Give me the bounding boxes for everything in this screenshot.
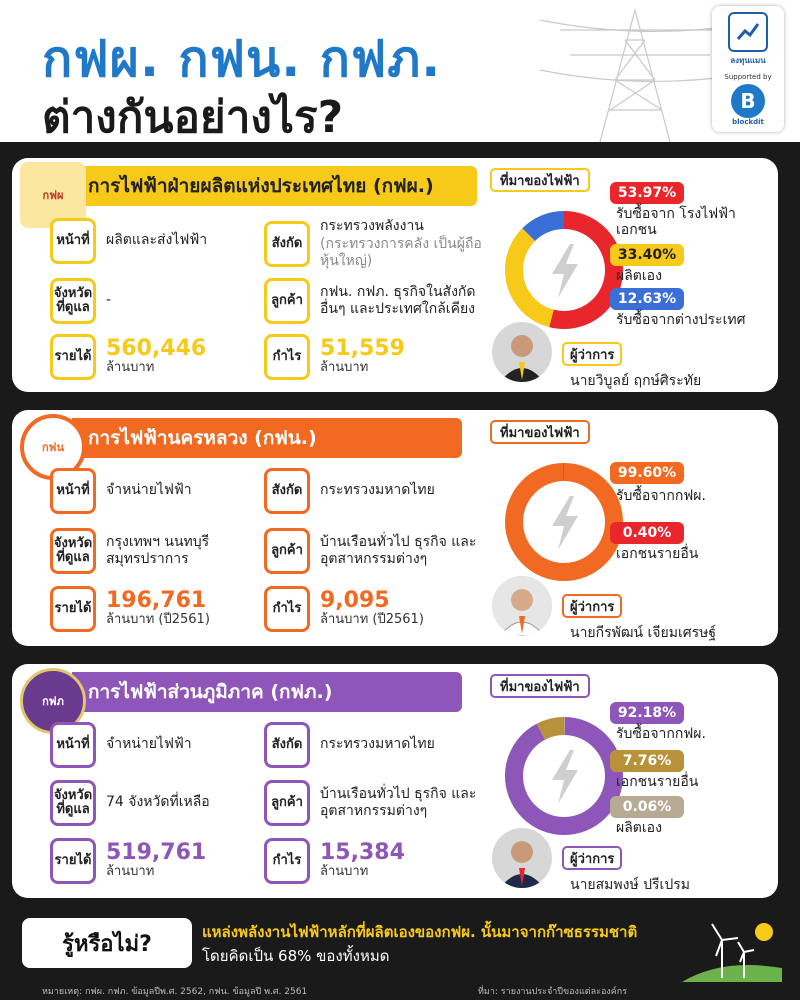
- mea-donut-chart: [500, 458, 628, 586]
- egat-donut-chart: [500, 206, 628, 334]
- header: [0, 0, 800, 142]
- egat-governor-label: ผู้ว่าการ: [562, 342, 622, 366]
- province-label: จังหวัด ที่ดูแล: [50, 278, 96, 324]
- pea-duty: จำหน่ายไฟฟ้า: [106, 736, 192, 753]
- egat-governor-name: นายวิบูลย์ ฤกษ์ศิระทัย: [570, 373, 702, 389]
- pea-panel: [12, 664, 778, 898]
- mea-customer-row: [264, 528, 490, 574]
- mea-province-row: [50, 528, 276, 574]
- mea-affiliation-row: [264, 468, 490, 514]
- pea-source-2-label: เอกชนรายอื่น: [616, 774, 699, 790]
- revenue-label: รายได้: [50, 334, 96, 380]
- province-label: จังหวัด ที่ดูแล: [50, 780, 96, 826]
- egat-source-2-label: ผลิตเอง: [616, 268, 662, 284]
- egat-source-label: ที่มาของไฟฟ้า: [490, 168, 590, 192]
- mea-revenue-row: [50, 586, 276, 632]
- pea-province: 74 จังหวัดที่เหลือ: [106, 794, 210, 811]
- customer-label: ลูกค้า: [264, 528, 310, 574]
- mea-source-2-pct: 0.40%: [610, 522, 684, 544]
- mea-duty-row: [50, 468, 276, 514]
- mea-source-1-pct: 99.60%: [610, 462, 684, 484]
- did-you-know-line1: แหล่งพลังงานไฟฟ้าหลักที่ผลิตเองของกฟผ. นั้นมาจากก๊าซธรรมชาติ: [202, 923, 638, 941]
- egat-duty-row: [50, 218, 276, 264]
- egat-profit: 51,559: [320, 335, 405, 361]
- blockdit-logo-icon: B: [731, 84, 765, 118]
- mea-revenue-unit: ล้านบาท (ปี2561): [106, 611, 210, 627]
- pea-customer-row: [264, 780, 490, 826]
- pea-profit: 15,384: [320, 839, 405, 865]
- egat-source-1-label: รับซื้อจาก โรงไฟฟ้าเอกชน: [616, 206, 736, 239]
- page-title: กฟผ. กฟน. กฟภ.: [42, 30, 442, 88]
- egat-source-3-label: รับซื้อจากต่างประเทศ: [616, 312, 746, 328]
- mea-logo-text: กฟน: [42, 441, 64, 454]
- pea-province-row: [50, 780, 276, 826]
- pea-affiliation: กระทรวงมหาดไทย: [320, 736, 435, 753]
- mea-title: การไฟฟ้านครหลวง (กฟน.): [72, 418, 462, 458]
- egat-profit-row: [264, 334, 490, 380]
- did-you-know-title: รู้หรือไม่?: [22, 918, 192, 968]
- duty-label: หน้าที่: [50, 722, 96, 768]
- profit-label: กำไร: [264, 334, 310, 380]
- egat-revenue-unit: ล้านบาท: [106, 359, 155, 375]
- duty-label: หน้าที่: [50, 468, 96, 514]
- egat-source-1-pct: 53.97%: [610, 182, 684, 204]
- pea-governor-name: นายสมพงษ์ ปรีเปรม: [570, 877, 690, 893]
- pea-revenue: 519,761: [106, 839, 207, 865]
- page-subtitle: ต่างกันอย่างไร?: [42, 82, 343, 142]
- pea-revenue-row: [50, 838, 276, 884]
- egat-customer-row: [264, 278, 490, 324]
- egat-revenue: 560,446: [106, 335, 207, 361]
- pea-duty-row: [50, 722, 276, 768]
- egat-affiliation: กระทรวงพลังงาน: [320, 218, 424, 234]
- mea-revenue: 196,761: [106, 587, 207, 613]
- egat-province: -: [106, 292, 112, 309]
- pea-source-1-label: รับซื้อจากกฟผ.: [616, 726, 706, 742]
- brand-card: [712, 6, 784, 132]
- mea-profit-unit: ล้านบาท (ปี2561): [320, 611, 424, 627]
- mea-profit: 9,095: [320, 587, 390, 613]
- mea-governor-avatar: [492, 576, 552, 636]
- affiliation-label: สังกัด: [264, 221, 310, 267]
- pea-lightning-icon: [552, 750, 578, 804]
- mea-source-1-label: รับซื้อจากกฟผ.: [616, 488, 706, 504]
- egat-affiliation-row: [264, 218, 490, 271]
- mea-governor-name: นายกีรพัฒน์ เจียมเศรษฐ์: [570, 625, 717, 641]
- pea-source-3-pct: 0.06%: [610, 796, 684, 818]
- pea-customer: บ้านเรือนทั่วไป ธุรกิจ และอุตสาหกรรมต่างๆ: [320, 785, 477, 819]
- mea-panel: [12, 410, 778, 646]
- mea-duty: จำหน่ายไฟฟ้า: [106, 482, 192, 499]
- pea-governor-label: ผู้ว่าการ: [562, 846, 622, 870]
- mea-affiliation: กระทรวงมหาดไทย: [320, 482, 435, 499]
- profit-label: กำไร: [264, 586, 310, 632]
- pea-source-1-pct: 92.18%: [610, 702, 684, 724]
- chart-logo-icon: [728, 12, 768, 52]
- egat-source-3-pct: 12.63%: [610, 288, 684, 310]
- revenue-label: รายได้: [50, 586, 96, 632]
- province-label: จังหวัด ที่ดูแล: [50, 528, 96, 574]
- egat-title: การไฟฟ้าฝ่ายผลิตแห่งประเทศไทย (กฟผ.): [72, 166, 477, 206]
- revenue-label: รายได้: [50, 838, 96, 884]
- brand-name: ลงทุนแมน: [730, 56, 766, 65]
- customer-label: ลูกค้า: [264, 278, 310, 324]
- egat-revenue-row: [50, 334, 276, 380]
- wind-turbine-icon: [682, 918, 782, 982]
- mea-lightning-icon: [552, 496, 578, 550]
- pea-revenue-unit: ล้านบาท: [106, 863, 155, 879]
- pea-source-3-label: ผลิตเอง: [616, 820, 662, 836]
- affiliation-label: สังกัด: [264, 722, 310, 768]
- pea-profit-row: [264, 838, 490, 884]
- supported-by: Supported by: [724, 73, 772, 81]
- mea-customer: บ้านเรือนทั่วไป ธุรกิจ และอุตสาหกรรมต่างๆ: [320, 533, 477, 567]
- egat-lightning-icon: [552, 244, 578, 298]
- egat-panel: [12, 158, 778, 392]
- pea-title: การไฟฟ้าส่วนภูมิภาค (กฟภ.): [72, 672, 462, 712]
- egat-source-2-pct: 33.40%: [610, 244, 684, 266]
- did-you-know: [12, 914, 782, 978]
- egat-customer: กฟน. กฟภ. ธุรกิจในสังกัดอื่นๆ และประเทศใกล้เคียง: [320, 283, 476, 317]
- pea-affiliation-row: [264, 722, 490, 768]
- profit-label: กำไร: [264, 838, 310, 884]
- pea-source-2-pct: 7.76%: [610, 750, 684, 772]
- egat-logo-text: กฟผ: [42, 189, 64, 202]
- mea-source-label: ที่มาของไฟฟ้า: [490, 420, 590, 444]
- pea-profit-unit: ล้านบาท: [320, 863, 369, 879]
- egat-profit-unit: ล้านบาท: [320, 359, 369, 375]
- footer-note: หมายเหตุ: กฟผ. กฟภ. ข้อมูลปีพ.ศ. 2562, กฟน. ข้อมูลปี พ.ศ. 2561: [42, 987, 308, 997]
- duty-label: หน้าที่: [50, 218, 96, 264]
- sponsor-name: blockdit: [732, 118, 764, 126]
- pea-governor-avatar: [492, 828, 552, 888]
- egat-governor-avatar: [492, 322, 552, 382]
- customer-label: ลูกค้า: [264, 780, 310, 826]
- mea-profit-row: [264, 586, 490, 632]
- did-you-know-line2: โดยคิดเป็น 68% ของทั้งหมด: [202, 947, 390, 965]
- pea-source-label: ที่มาของไฟฟ้า: [490, 674, 590, 698]
- mea-source-2-label: เอกชนรายอื่น: [616, 546, 699, 562]
- pea-logo-text: กฟภ: [42, 695, 64, 708]
- affiliation-label: สังกัด: [264, 468, 310, 514]
- pea-donut-chart: [500, 712, 628, 840]
- mea-province: กรุงเทพฯ นนทบุรี สมุทรปราการ: [106, 533, 210, 567]
- egat-duty: ผลิตและส่งไฟฟ้า: [106, 232, 208, 249]
- footer-source: ที่มา: รายงานประจำปีของแต่ละองค์กร: [478, 987, 628, 997]
- power-tower-illustration: [540, 0, 740, 142]
- mea-governor-label: ผู้ว่าการ: [562, 594, 622, 618]
- egat-province-row: [50, 278, 276, 324]
- egat-affiliation-note: (กระทรวงการคลัง เป็นผู้ถือหุ้นใหญ่): [320, 235, 482, 269]
